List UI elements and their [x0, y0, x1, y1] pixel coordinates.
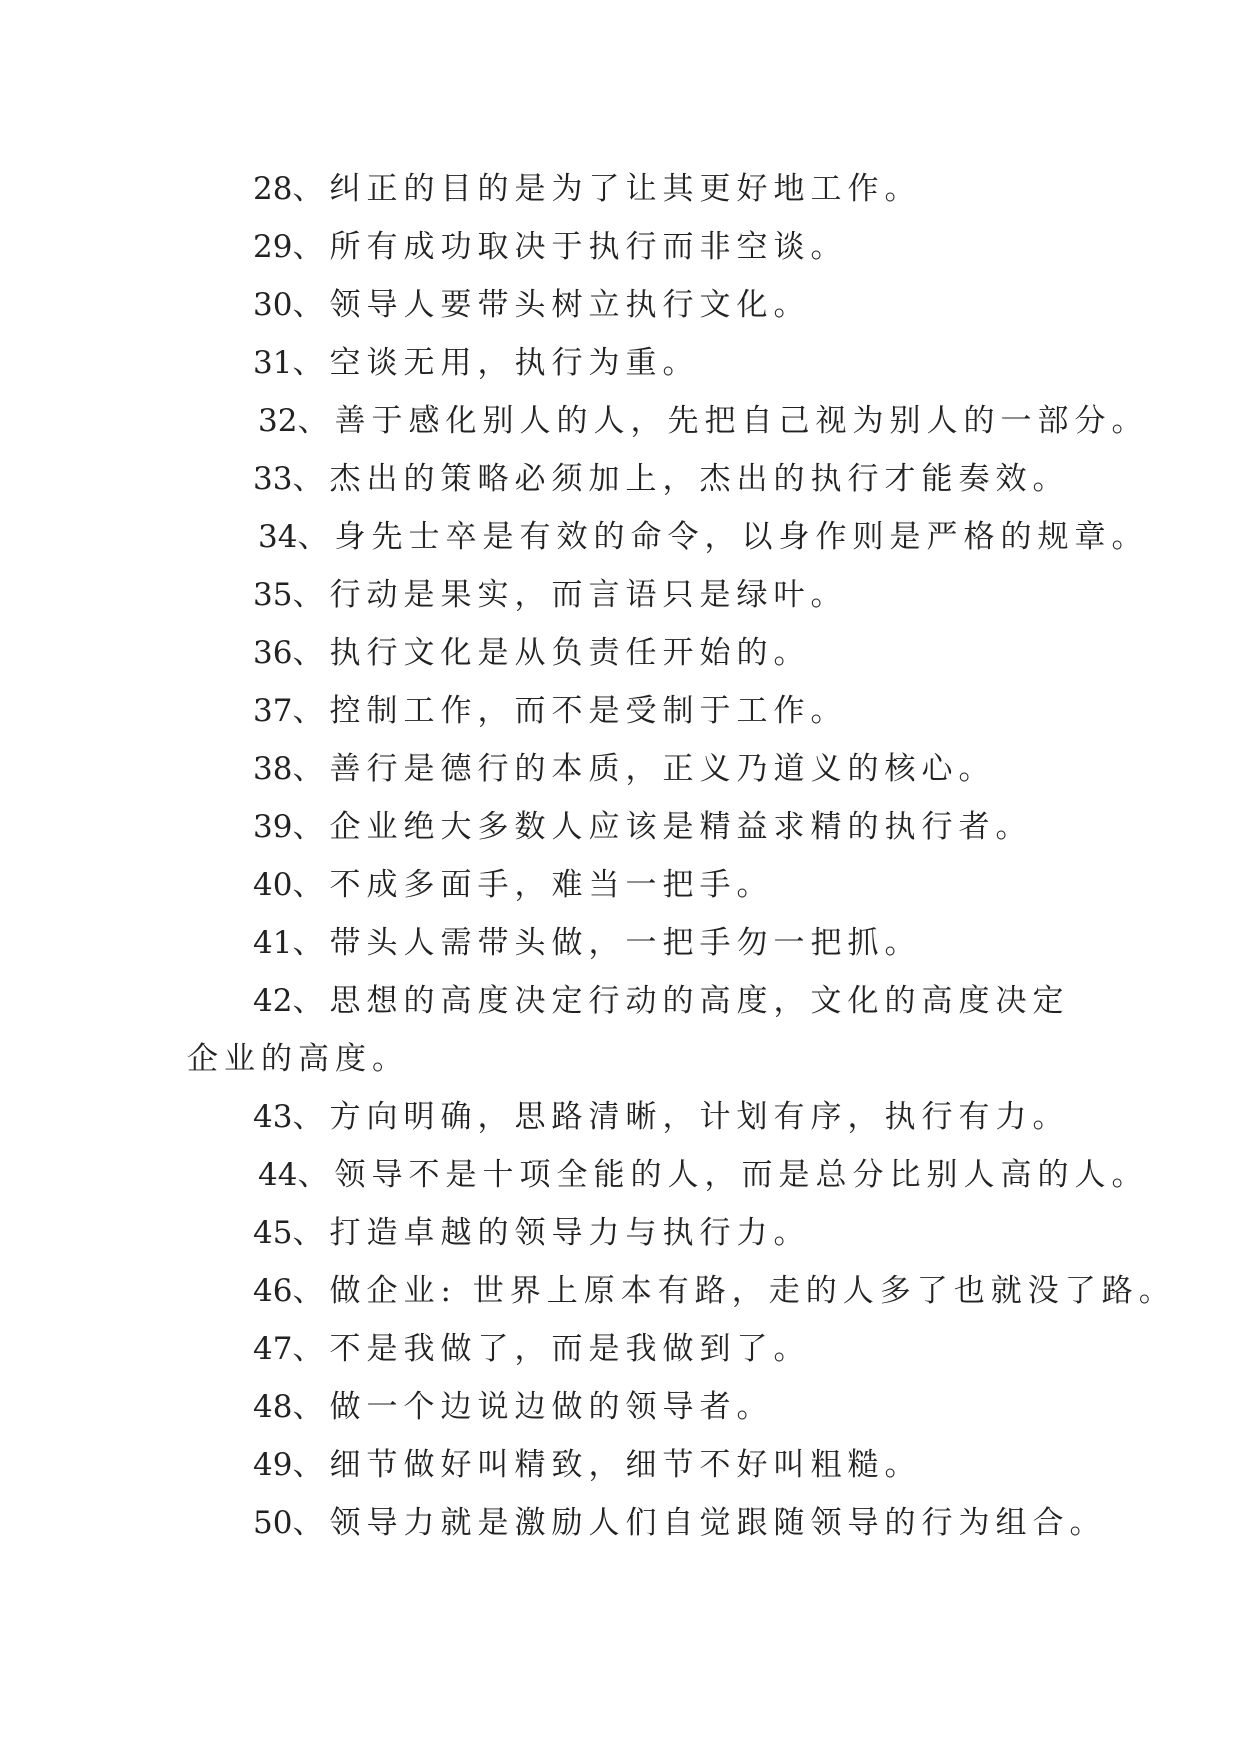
item-text: 、领导人要带头树立执行文化。	[292, 287, 811, 323]
item-text: 、空谈无用，执行为重。	[292, 345, 700, 381]
item-text: 、所有成功取决于执行而非空谈。	[292, 229, 848, 265]
list-item	[187, 740, 1087, 798]
list-item	[187, 798, 1087, 856]
item-number: 28	[253, 171, 293, 207]
item-text: 、带头人需带头做，一把手勿一把抓。	[292, 925, 922, 961]
item-text: 、不是我做了，而是我做到了。	[292, 1331, 811, 1367]
item-text: 、控制工作，而不是受制于工作。	[292, 693, 848, 729]
item-text: 、打造卓越的领导力与执行力。	[292, 1215, 811, 1251]
list-item	[187, 682, 1087, 740]
list-item	[187, 1378, 1087, 1436]
quote-list	[187, 160, 1176, 1552]
list-item	[187, 1088, 1087, 1146]
list-item	[187, 450, 1087, 508]
list-item	[187, 392, 1149, 450]
item-text: 、善行是德行的本质，正义乃道义的核心。	[292, 751, 996, 787]
item-number: 36	[253, 635, 293, 671]
item-text: 、领导不是十项全能的人，而是总分比别人高的人。	[297, 1157, 1149, 1193]
item-number: 38	[253, 751, 293, 787]
item-number: 48	[253, 1389, 293, 1425]
item-number: 49	[253, 1447, 293, 1483]
item-text: 、方向明确，思路清晰，计划有序，执行有力。	[292, 1099, 1070, 1135]
list-item	[187, 914, 1087, 972]
item-number: 32	[258, 403, 298, 439]
list-item	[187, 276, 1087, 334]
list-item	[187, 334, 1087, 392]
item-text: 、身先士卒是有效的命令，以身作则是严格的规章。	[297, 519, 1149, 555]
item-text: 、思想的高度决定行动的高度，文化的高度决定企业的高度。	[187, 983, 1070, 1077]
list-item	[187, 218, 1087, 276]
item-number: 50	[253, 1505, 293, 1541]
item-number: 43	[253, 1099, 293, 1135]
item-number: 30	[253, 287, 293, 323]
item-text: 、做一个边说边做的领导者。	[292, 1389, 774, 1425]
list-item	[187, 856, 1087, 914]
item-text: 、纠正的目的是为了让其更好地工作。	[292, 171, 922, 207]
item-number: 31	[253, 345, 293, 381]
item-text: 、做企业: 世界上原本有路，走的人多了也就没了路。	[292, 1273, 1176, 1309]
item-text: 、执行文化是从负责任开始的。	[292, 635, 811, 671]
item-number: 45	[253, 1215, 293, 1251]
item-number: 42	[253, 983, 293, 1019]
item-number: 33	[253, 461, 293, 497]
list-item	[187, 1146, 1149, 1204]
item-number: 41	[253, 925, 293, 961]
list-item	[187, 1320, 1087, 1378]
list-item	[187, 624, 1087, 682]
item-number: 46	[253, 1273, 293, 1309]
item-text: 、企业绝大多数人应该是精益求精的执行者。	[292, 809, 1033, 845]
item-number: 34	[258, 519, 298, 555]
item-number: 47	[253, 1331, 293, 1367]
list-item	[187, 1262, 1176, 1320]
list-item	[187, 1436, 1087, 1494]
item-text: 、杰出的策略必须加上，杰出的执行才能奏效。	[292, 461, 1070, 497]
item-number: 39	[253, 809, 293, 845]
item-text: 、细节做好叫精致，细节不好叫粗糙。	[292, 1447, 922, 1483]
item-number: 37	[253, 693, 293, 729]
item-number: 29	[253, 229, 293, 265]
item-text: 、善于感化别人的人，先把自己视为别人的一部分。	[297, 403, 1149, 439]
item-text: 、行动是果实，而言语只是绿叶。	[292, 577, 848, 613]
list-item	[187, 972, 1087, 1088]
list-item	[187, 1494, 1107, 1552]
list-item	[187, 566, 1087, 624]
list-item	[187, 1204, 1087, 1262]
list-item	[187, 508, 1149, 566]
list-item	[187, 160, 1087, 218]
item-number: 40	[253, 867, 293, 903]
item-text: 、不成多面手，难当一把手。	[292, 867, 774, 903]
item-number: 35	[253, 577, 293, 613]
item-number: 44	[258, 1157, 298, 1193]
item-text: 、领导力就是激励人们自觉跟随领导的行为组合。	[292, 1505, 1107, 1541]
